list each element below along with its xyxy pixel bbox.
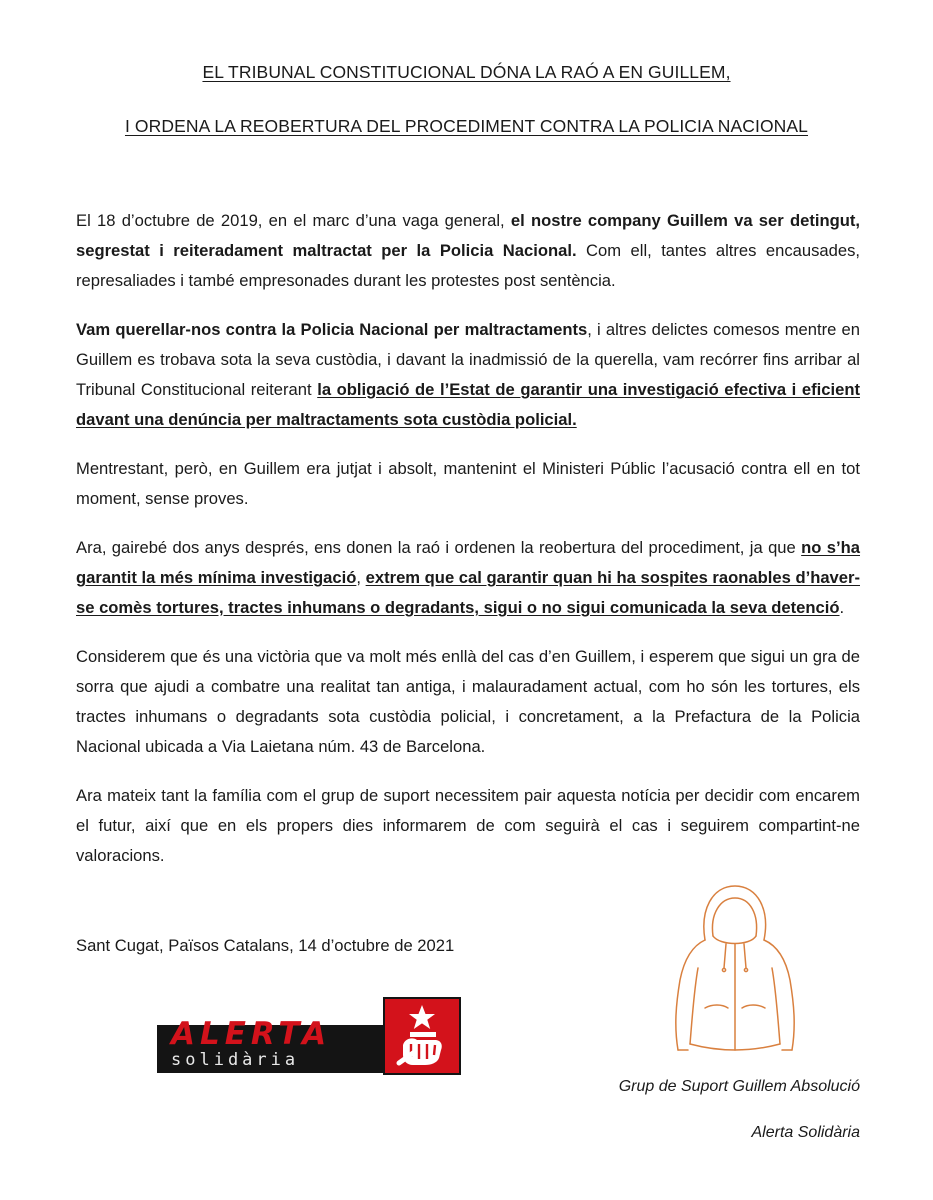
paragraph-3 [76, 454, 860, 514]
document-title-line-1: EL TRIBUNAL CONSTITUCIONAL DÓNA LA RAÓ A EN GUILLEM, [202, 62, 731, 82]
bold-text: Vam querellar-nos contra la Policia Nacional per maltractaments [76, 320, 588, 339]
paragraph-5 [76, 642, 860, 762]
raised-fist-star-icon [383, 997, 461, 1075]
paragraph-text: Com ell, tantes altres encausades, represaliades i també empresonades durant les protestes post sentència. [76, 241, 860, 290]
place-and-date: Sant Cugat, Països Catalans, 14 d’octubre de 2021 [76, 936, 455, 955]
alerta-solidaria-logo [157, 995, 465, 1077]
paragraph-text: Mentrestant, però, en Guillem era jutjat i absolt, mantenint el Ministeri Públic l’acusació contra ell en tot moment, sense proves. [76, 459, 860, 508]
paragraph-1 [76, 206, 860, 296]
document-title-line-2: I ORDENA LA REOBERTURA DEL PROCEDIMENT CONTRA LA POLICIA NACIONAL [124, 116, 809, 136]
paragraph-text: Considerem que és una victòria que va molt més enllà del cas d’en Guillem, i esperem que sigui un gra de sorra que ajudi a combatre una realitat tan antiga, i malauradament actual, com ho són les tortures, els tractes inhumans o degradants sota custòdia policial, i concretament, a la Prefactura de la Policia Nacional ubicada a Via Laietana núm. 43 de Barcelona. [76, 647, 860, 756]
paragraph-text: , i altres delictes comesos mentre en Guillem es trobava sota la seva custòdia, i davant la inadmissió de la querella, vam recórrer fins arribar al Tribunal Constitucional reiterant [76, 320, 860, 399]
paragraph-text: , [356, 568, 366, 587]
bold-underlined-text: la obligació de l’Estat de garantir una investigació efectiva i eficient davant una denúncia per maltractaments sota custòdia policial. [76, 380, 860, 429]
signature-organization: Alerta Solidària [751, 1124, 860, 1141]
logo-wordmark-solidaria: solidària [171, 1050, 300, 1070]
paragraph-text: . [839, 598, 845, 617]
paragraph-4 [76, 533, 860, 623]
bold-text: el nostre company Guillem va ser detingut, segrestat i reiteradament maltractat per la Policia Nacional. [76, 211, 861, 260]
logo-wordmark-alerta: ALERTA [171, 1016, 332, 1052]
paragraph-text: Ara mateix tant la família com el grup de suport necessitem pair aquesta notícia per decidir com encarem el futur, així que en els propers dies informarem de com seguirà el cas i seguirem compartint-ne valoracions. [76, 786, 860, 865]
signature-group: Grup de Suport Guillem Absolució [618, 1078, 860, 1095]
document-body [76, 206, 860, 890]
bold-underlined-text: no s’ha garantit la més mínima investigació [76, 538, 860, 587]
paragraph-6 [76, 781, 860, 871]
bold-underlined-text: extrem que cal garantir quan hi ha sospites raonables d’haver-se comès tortures, tractes inhumans o degradants, sigui o no sigui comunicada la seva detenció [76, 568, 860, 617]
hoodie-icon [660, 880, 808, 1056]
paragraph-text: Ara, gairebé dos anys després, ens donen la raó i ordenen la reobertura del procediment, ja que [76, 538, 802, 557]
paragraph-2 [76, 315, 860, 435]
paragraph-text: El 18 d’octubre de 2019, en el marc d’una vaga general, [76, 211, 511, 230]
